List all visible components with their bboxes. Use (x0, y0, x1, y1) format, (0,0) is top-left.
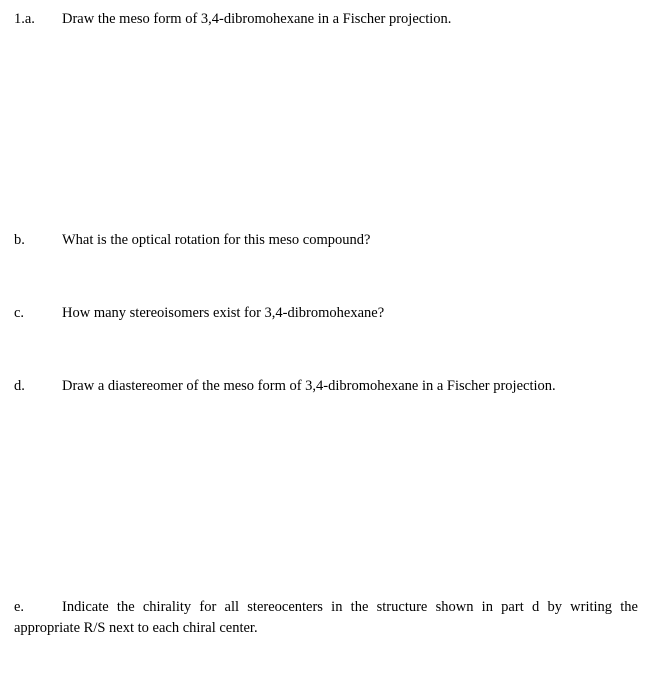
question-c-label: c. (14, 305, 25, 321)
question-e-text-line2: appropriate R/S next to each chiral center. (14, 620, 258, 636)
question-e-text-line1: Indicate the chirality for all stereocenters in the structure shown in part d by writing the (62, 599, 638, 615)
question-b-text: What is the optical rotation for this meso compound? (62, 232, 371, 248)
question-e-label: e. (14, 599, 25, 615)
question-c-text: How many stereoisomers exist for 3,4-dibromohexane? (62, 305, 385, 321)
question-e (14, 597, 638, 639)
question-d-text: Draw a diastereomer of the meso form of 3,4-dibromohexane in a Fischer projection. (62, 378, 556, 394)
question-e-line1 (14, 597, 638, 618)
question-b-label: b. (14, 232, 25, 248)
question-1a-text: Draw the meso form of 3,4-dibromohexane in a Fischer projection. (62, 11, 452, 27)
question-d-label: d. (14, 378, 25, 394)
question-1a-label: 1.a. (14, 11, 35, 27)
